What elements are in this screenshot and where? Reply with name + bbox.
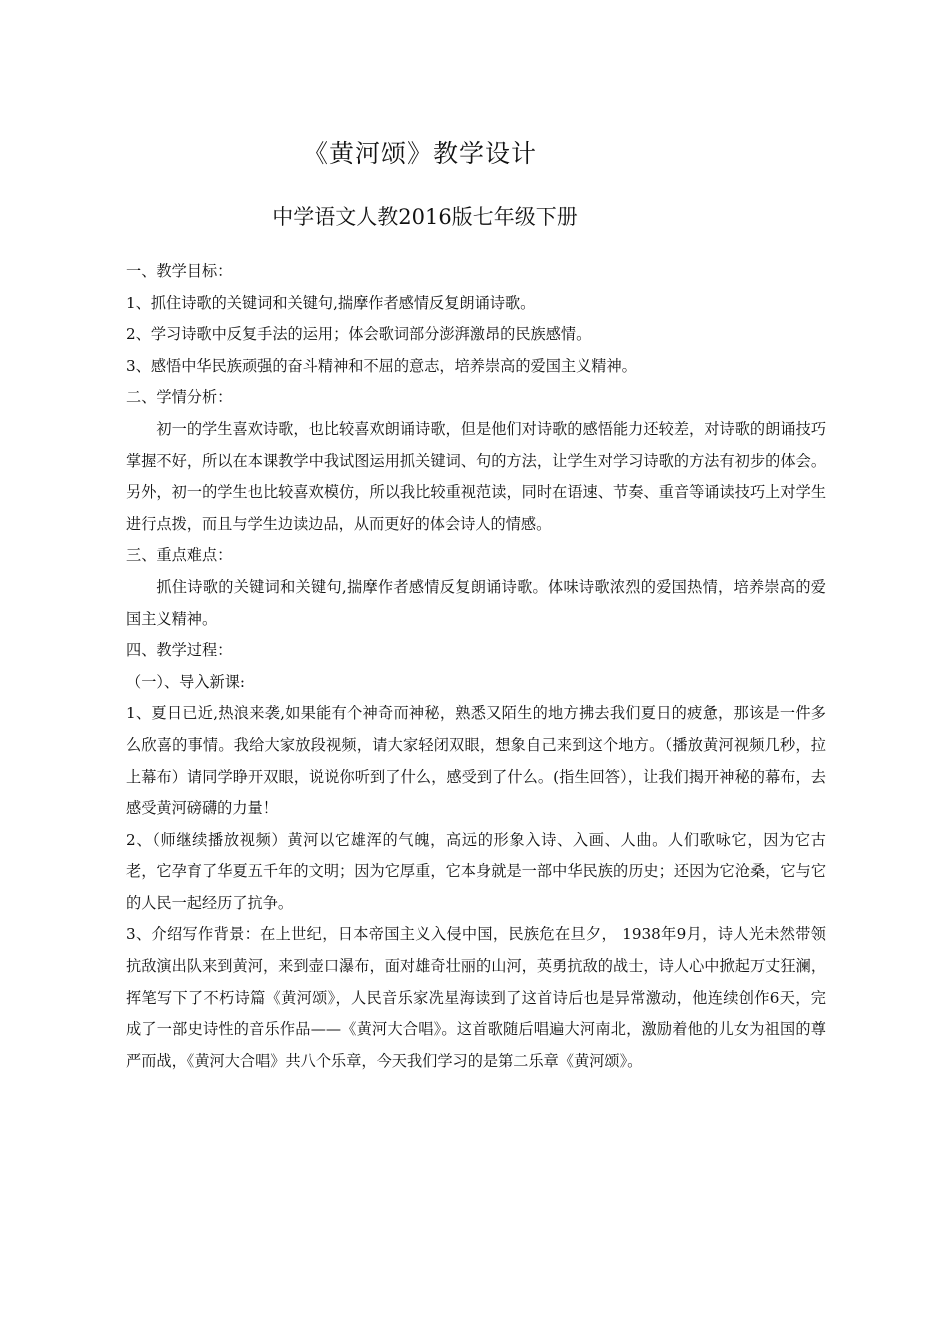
section-heading-analysis: 二、学情分析： bbox=[126, 388, 233, 407]
subsection-heading-intro: （一）、导入新课: bbox=[126, 672, 246, 691]
section-heading-goals: 一、教学目标： bbox=[126, 262, 233, 280]
section-heading-key-points: 三、重点难点： bbox=[126, 546, 233, 565]
goal-item: 1、抓住诗歌的关键词和关键句,揣摩作者感情反复朗诵诗歌。 bbox=[126, 293, 536, 312]
document-title: 《黄河颂》教学设计 bbox=[302, 139, 537, 168]
intro-item: 3、介绍写作背景：在上世纪，日本帝国主义入侵中国，民族危在旦夕， 1938年9月，诗人光未然带领抗敌演出队来到黄河，来到壶口瀑布，面对雄奇壮丽的山河，英勇抗敌的战士，诗人心中掀起万丈狂澜，挥笔写下了不朽诗篇《黄河颂》，人民音乐家冼星海读到了这首诗后也是异常激动，他连续创作6天，完成了一部史诗性的音乐作品——《黄河大合唱》。这首歌随后唱遍大河南北，激励着他的儿女为祖国的尊严而战，《黄河大合唱》共八个乐章，今天我们学习的是第二乐章《黄河颂》。 bbox=[126, 925, 826, 1070]
goal-item: 2、学习诗歌中反复手法的运用；体会歌词部分澎湃激昂的民族感情。 bbox=[126, 325, 592, 344]
document-subtitle: 中学语文人教2016版七年级下册 bbox=[272, 205, 578, 229]
analysis-paragraph: 初一的学生喜欢诗歌，也比较喜欢朗诵诗歌，但是他们对诗歌的感悟能力还较差，对诗歌的朗诵技巧掌握不好，所以在本课教学中我试图运用抓关键词、句的方法，让学生对学习诗歌的方法有初步的体会。另外，初一的学生也比较喜欢模仿，所以我比较重视范读，同时在语速、节奏、重音等诵读技巧上对学生进行点拨，而且与学生边读边品，从而更好的体会诗人的情感。 bbox=[126, 419, 826, 533]
section-heading-process: 四、教学过程： bbox=[126, 641, 233, 660]
intro-item: 1、夏日已近,热浪来袭,如果能有个神奇而神秘，熟悉又陌生的地方拂去我们夏日的疲惫，那该是一件多么欣喜的事情。我给大家放段视频，请大家轻闭双眼，想象自己来到这个地方。（播放黄河视频几秒，拉上幕布）请同学睁开双眼，说说你听到了什么，感受到了什么。(指生回答），让我们揭开神秘的幕布，去感受黄河磅礴的力量！ bbox=[126, 704, 826, 818]
goal-item: 3、感悟中华民族顽强的奋斗精神和不屈的意志，培养崇高的爱国主义精神。 bbox=[126, 356, 637, 375]
key-points-paragraph: 抓住诗歌的关键词和关键句,揣摩作者感情反复朗诵诗歌。体味诗歌浓烈的爱国热情，培养崇高的爱国主义精神。 bbox=[126, 577, 826, 628]
document-body bbox=[126, 256, 826, 1077]
intro-item: 2、（师继续播放视频）黄河以它雄浑的气魄，高远的形象入诗、入画、人曲。人们歌咏它，因为它古老，它孕育了华夏五千年的文明；因为它厚重，它本身就是一部中华民族的历史；还因为它沧桑，它与它的人民一起经历了抗争。 bbox=[126, 830, 826, 912]
